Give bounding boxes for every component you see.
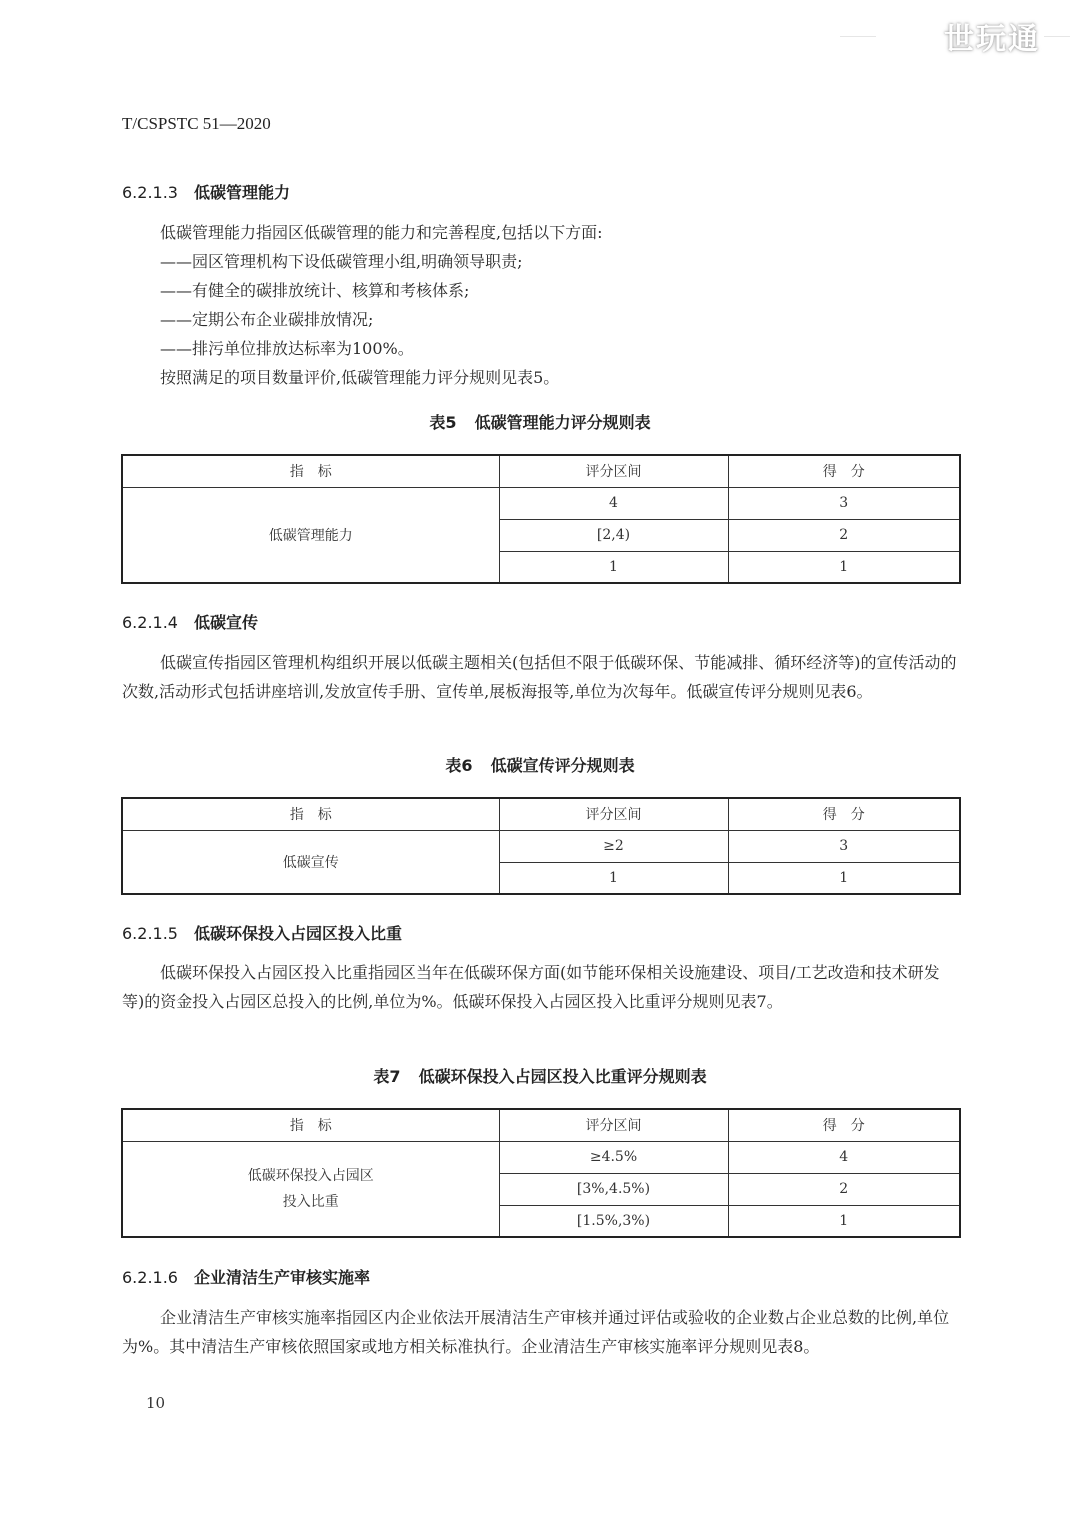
range-cell: [2,4) — [499, 519, 728, 551]
watermark-divider — [840, 36, 876, 37]
section-title: 低碳管理能力 — [193, 183, 290, 202]
score-cell: 2 — [728, 519, 960, 551]
indicator-line: 投入比重 — [282, 1193, 339, 1210]
score-cell: 1 — [728, 862, 960, 894]
score-cell: 3 — [728, 487, 960, 519]
table-header-row — [122, 1109, 960, 1141]
watermark-logo — [840, 14, 1040, 58]
table-row — [122, 1141, 960, 1173]
table-number: 表7 — [373, 1067, 401, 1086]
score-cell: 1 — [728, 551, 960, 583]
paragraph: 按照满足的项目数量评价,低碳管理能力评分规则见表5。 — [160, 368, 560, 387]
watermark-divider — [1044, 36, 1070, 37]
section-heading-6-2-1-6 — [122, 1265, 370, 1288]
range-cell: 1 — [499, 862, 728, 894]
header-score: 得 分 — [728, 1109, 960, 1141]
section-heading-6-2-1-4 — [122, 610, 258, 633]
range-cell: 1 — [499, 551, 728, 583]
range-cell: [3%,4.5%) — [499, 1173, 728, 1205]
list-item: ——有健全的碳排放统计、核算和考核体系; — [160, 281, 470, 300]
document-code: T/CSPSTC 51—2020 — [122, 114, 271, 133]
table-title: 低碳管理能力评分规则表 — [474, 413, 651, 432]
score-cell: 4 — [728, 1141, 960, 1173]
table-header-row — [122, 455, 960, 487]
watermark-text: 世玩通 — [944, 22, 1040, 57]
indicator-line: 低碳环保投入占园区 — [247, 1167, 374, 1184]
range-cell: 4 — [499, 487, 728, 519]
section-number: 6.2.1.6 — [122, 1268, 178, 1287]
range-cell: ≥4.5% — [499, 1141, 728, 1173]
table-number: 表6 — [445, 756, 473, 775]
header-range: 评分区间 — [499, 455, 728, 487]
section-heading-6-2-1-5 — [122, 921, 402, 944]
table-caption — [0, 410, 1080, 433]
section-number: 6.2.1.3 — [122, 183, 178, 202]
score-cell: 2 — [728, 1173, 960, 1205]
section-heading-6-2-1-3 — [122, 180, 290, 203]
paragraph: 企业清洁生产审核实施率指园区内企业依法开展清洁生产审核并通过评估或验收的企业数占企业总数的比例,单位为%。其中清洁生产审核依照国家或地方相关标准执行。企业清洁生产审核实施率评分规则见表8。 — [122, 1308, 950, 1356]
paragraph: 低碳管理能力指园区低碳管理的能力和完善程度,包括以下方面: — [160, 223, 603, 242]
table-header-row — [122, 798, 960, 830]
table-row — [122, 830, 960, 862]
paragraph: 低碳环保投入占园区投入比重指园区当年在低碳环保方面(如节能环保相关设施建设、项目/工艺改造和技术研发等)的资金投入占园区总投入的比例,单位为%。低碳环保投入占园区投入比重评分规则见表7。 — [122, 963, 940, 1011]
header-indicator: 指 标 — [122, 455, 499, 487]
range-cell: [1.5%,3%) — [499, 1205, 728, 1237]
table-title: 低碳宣传评分规则表 — [490, 756, 635, 775]
header-indicator: 指 标 — [122, 1109, 499, 1141]
section-title: 企业清洁生产审核实施率 — [193, 1268, 370, 1287]
header-score: 得 分 — [728, 455, 960, 487]
paragraph: 低碳宣传指园区管理机构组织开展以低碳主题相关(包括但不限于低碳环保、节能减排、循环经济等)的宣传活动的次数,活动形式包括讲座培训,发放宣传手册、宣传单,展板海报等,单位为次每年。低碳宣传评分规则见表6。 — [122, 653, 957, 701]
table-number: 表5 — [429, 413, 457, 432]
score-cell: 1 — [728, 1205, 960, 1237]
scoring-table-6 — [121, 797, 961, 895]
range-cell: ≥2 — [499, 830, 728, 862]
scoring-table-5 — [121, 454, 961, 584]
section-number: 6.2.1.5 — [122, 924, 178, 943]
score-cell: 3 — [728, 830, 960, 862]
page-number: 10 — [146, 1394, 166, 1412]
table-title: 低碳环保投入占园区投入比重评分规则表 — [418, 1067, 707, 1086]
list-item: ——定期公布企业碳排放情况; — [160, 310, 374, 329]
section-title: 低碳宣传 — [193, 613, 258, 632]
indicator-cell — [122, 1141, 499, 1237]
header-indicator: 指 标 — [122, 798, 499, 830]
header-range: 评分区间 — [499, 1109, 728, 1141]
scoring-table-7 — [121, 1108, 961, 1238]
table-row — [122, 487, 960, 519]
section-title: 低碳环保投入占园区投入比重 — [193, 924, 402, 943]
header-score: 得 分 — [728, 798, 960, 830]
table-caption — [0, 753, 1080, 776]
indicator-cell: 低碳宣传 — [122, 830, 499, 894]
section-number: 6.2.1.4 — [122, 613, 178, 632]
list-item: ——排污单位排放达标率为100%。 — [160, 339, 414, 358]
table-caption — [0, 1064, 1080, 1087]
list-item: ——园区管理机构下设低碳管理小组,明确领导职责; — [160, 252, 523, 271]
header-range: 评分区间 — [499, 798, 728, 830]
indicator-cell: 低碳管理能力 — [122, 487, 499, 583]
